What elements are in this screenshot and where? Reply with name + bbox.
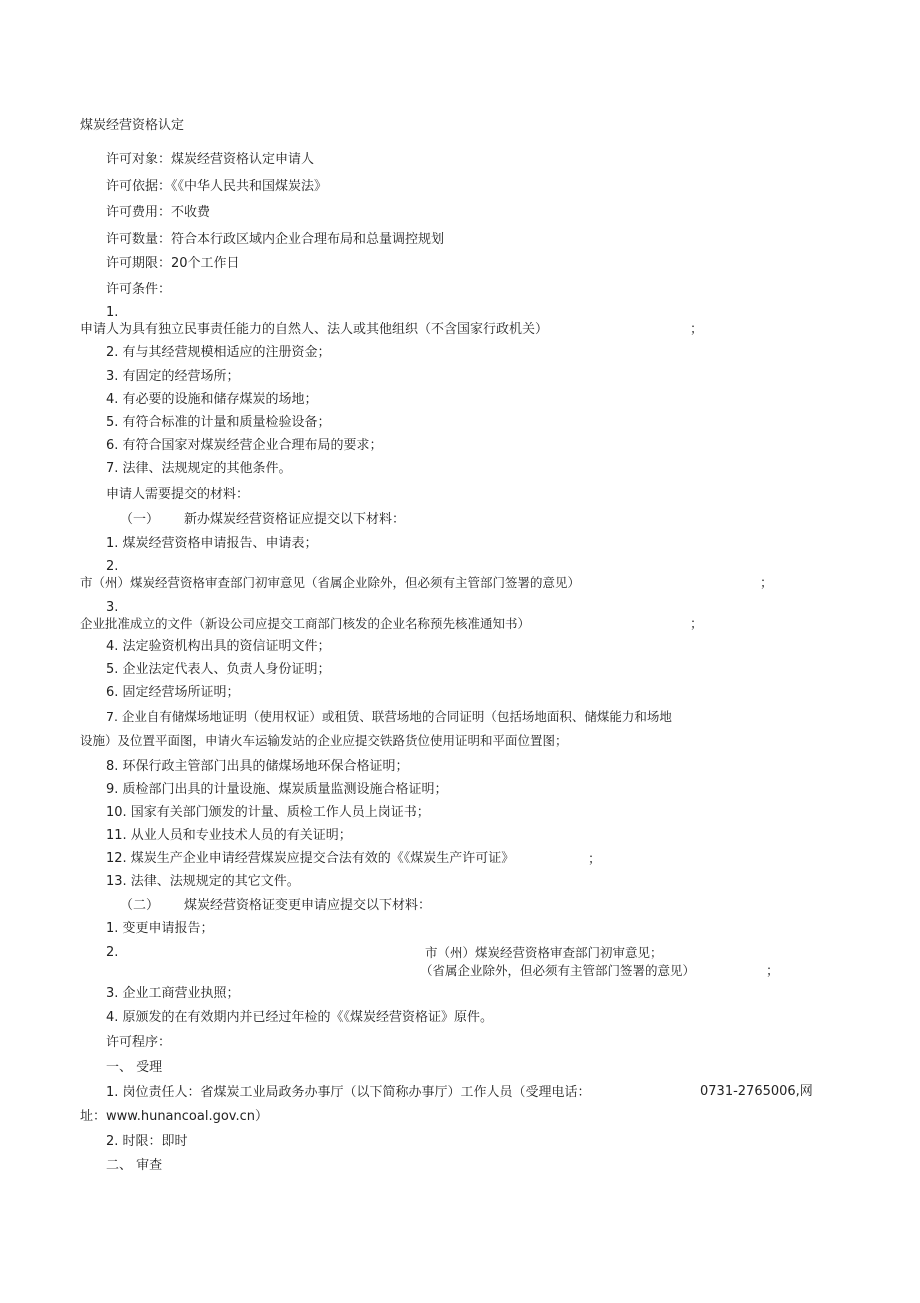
permit-object: 许可对象：煤炭经营资格认定申请人	[106, 152, 315, 167]
materials-label: 申请人需要提交的材料：	[106, 487, 250, 502]
change-section-index: （二）	[120, 898, 160, 913]
new-material-6: 6. 固定经营场所证明；	[106, 685, 240, 700]
change-material-2-number: 2.	[106, 945, 119, 960]
change-material-2-text-a: 市（州）煤炭经营资格审查部门初审意见；	[425, 945, 663, 960]
new-material-5: 5. 企业法定代表人、负责人身份证明；	[106, 662, 331, 677]
change-section-title: 煤炭经营资格证变更申请应提交以下材料：	[184, 898, 432, 913]
condition-1-end: ；	[690, 322, 704, 337]
procedure-step-1-item-2: 2. 时限：即时	[106, 1134, 188, 1149]
condition-2: 2. 有与其经营规模相适应的注册资金；	[106, 345, 331, 360]
change-material-3: 3. 企业工商营业执照；	[106, 986, 240, 1001]
new-material-12: 12. 煤炭生产企业申请经营煤炭应提交合法有效的《《煤炭生产许可证》	[106, 851, 515, 866]
condition-6: 6. 有符合国家对煤炭经营企业合理布局的要求；	[106, 438, 383, 453]
procedure-label: 许可程序：	[106, 1035, 172, 1050]
new-material-2-number: 2.	[106, 559, 119, 574]
condition-5: 5. 有符合标准的计量和质量检验设备；	[106, 415, 331, 430]
procedure-step-2: 二、 审查	[106, 1158, 163, 1173]
new-section-index: （一）	[120, 512, 160, 527]
new-material-3-end: ；	[690, 617, 704, 632]
new-material-10: 10. 国家有关部门颁发的计量、质检工作人员上岗证书；	[106, 805, 430, 820]
permit-period: 许可期限：20个工作日	[106, 256, 240, 271]
condition-4: 4. 有必要的设施和储存煤炭的场地；	[106, 392, 318, 407]
procedure-website: 址：www.hunancoal.gov.cn）	[80, 1109, 268, 1124]
condition-1-number: 1.	[106, 305, 119, 320]
new-material-13: 13. 法律、法规规定的其它文件。	[106, 874, 300, 889]
conditions-label: 许可条件：	[106, 282, 172, 297]
new-material-1: 1. 煤炭经营资格申请报告、申请表；	[106, 536, 318, 551]
permit-basis: 许可依据：《《中华人民共和国煤炭法》	[106, 179, 328, 194]
permit-quantity: 许可数量：符合本行政区域内企业合理布局和总量调控规划	[106, 232, 445, 247]
new-material-7-line2: 设施）及位置平面图，申请火车运输发站的企业应提交铁路货位使用证明和平面位置图；	[80, 733, 568, 748]
document-title: 煤炭经营资格认定	[80, 118, 185, 133]
change-material-2-text-b: （省属企业除外，但必须有主管部门签署的意见）	[420, 963, 696, 978]
new-material-3-text: 企业批准成立的文件（新设公司应提交工商部门核发的企业名称预先核准通知书）	[80, 616, 531, 631]
new-section-title: 新办煤炭经营资格证应提交以下材料：	[184, 512, 406, 527]
procedure-step-1: 一、 受理	[106, 1060, 163, 1075]
permit-fee: 许可费用：不收费	[106, 205, 211, 220]
condition-7: 7. 法律、法规规定的其他条件。	[106, 461, 292, 476]
condition-3: 3. 有固定的经营场所；	[106, 369, 240, 384]
change-material-1: 1. 变更申请报告；	[106, 921, 214, 936]
change-material-4: 4. 原颁发的在有效期内并已经过年检的《《煤炭经营资格证》原件。	[106, 1010, 494, 1025]
new-material-2-text: 市（州）煤炭经营资格审查部门初审意见（省属企业除外，但必须有主管部门签署的意见）	[80, 575, 581, 590]
procedure-phone: 0731-2765006,网	[700, 1084, 813, 1099]
new-material-12-end: ；	[588, 852, 602, 867]
new-material-11: 11. 从业人员和专业技术人员的有关证明；	[106, 828, 352, 843]
new-material-3-number: 3.	[106, 600, 119, 615]
change-material-2-end: ；	[766, 964, 780, 979]
new-material-9: 9. 质检部门出具的计量设施、煤炭质量监测设施合格证明；	[106, 782, 448, 797]
condition-1-text: 申请人为具有独立民事责任能力的自然人、法人或其他组织（不含国家行政机关）	[80, 322, 549, 337]
new-material-2-end: ；	[760, 576, 774, 591]
new-material-8: 8. 环保行政主管部门出具的储煤场地环保合格证明；	[106, 759, 409, 774]
new-material-4: 4. 法定验资机构出具的资信证明文件；	[106, 639, 331, 654]
procedure-step-1-item-1: 1. 岗位责任人：省煤炭工业局政务办事厅（以下简称办事厅）工作人员（受理电话：	[106, 1085, 591, 1100]
new-material-7-line1: 7. 企业自有储煤场地证明（使用权证）或租赁、联营场地的合同证明（包括场地面积、储煤能力和场地	[106, 709, 672, 724]
